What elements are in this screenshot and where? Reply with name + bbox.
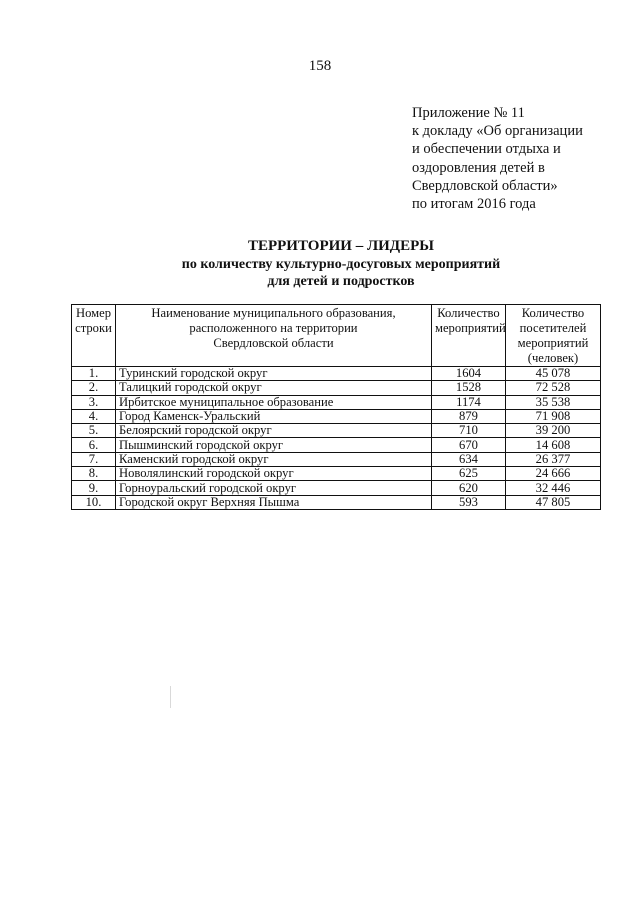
header-text: мероприятий (435, 321, 506, 335)
row-number: 2. (72, 381, 116, 395)
appendix-line: Приложение № 11 (412, 105, 525, 121)
leaders-table (71, 304, 601, 510)
municipality-name: Пышминский городской округ (116, 438, 432, 452)
row-number: 5. (72, 424, 116, 438)
events-count: 1174 (432, 395, 506, 409)
events-count: 1528 (432, 381, 506, 395)
page-number: 158 (308, 58, 332, 74)
document-subtitle: по количеству культурно-досуговых мероприятий (181, 257, 501, 272)
table-row (72, 381, 601, 395)
municipality-name: Талицкий городской округ (116, 381, 432, 395)
row-number: 7. (72, 452, 116, 466)
municipality-name: Городской округ Верхняя Пышма (116, 495, 432, 509)
row-number: 6. (72, 438, 116, 452)
table-row (72, 424, 601, 438)
table-row (72, 452, 601, 466)
row-number: 10. (72, 495, 116, 509)
events-count: 879 (432, 409, 506, 423)
visitors-count: 24 666 (506, 467, 601, 481)
header-row-number (72, 305, 116, 367)
visitors-count: 32 446 (506, 481, 601, 495)
events-count: 625 (432, 467, 506, 481)
events-count: 1604 (432, 367, 506, 381)
row-number: 9. (72, 481, 116, 495)
table-row (72, 409, 601, 423)
events-count: 670 (432, 438, 506, 452)
header-events-count (432, 305, 506, 367)
appendix-note (412, 104, 612, 213)
header-text: (человек) (527, 351, 579, 365)
table-row (72, 438, 601, 452)
visitors-count: 47 805 (506, 495, 601, 509)
visitors-count: 26 377 (506, 452, 601, 466)
events-count: 634 (432, 452, 506, 466)
appendix-line: Свердловской области» (412, 177, 558, 194)
visitors-count: 39 200 (506, 424, 601, 438)
row-number: 8. (72, 467, 116, 481)
municipality-name: Горноуральский городской округ (116, 481, 432, 495)
table-row (72, 467, 601, 481)
municipality-name: Новолялинский городской округ (116, 467, 432, 481)
header-text: мероприятий (517, 336, 589, 350)
header-text: посетителей (519, 321, 587, 335)
appendix-line: по итогам 2016 года (412, 196, 536, 213)
header-text: расположенного на территории (189, 321, 358, 335)
events-count: 620 (432, 481, 506, 495)
table-row (72, 367, 601, 381)
table-row (72, 481, 601, 495)
municipality-name: Белоярский городской округ (116, 424, 432, 438)
header-visitors-count (506, 305, 601, 367)
table-row (72, 395, 601, 409)
events-count: 593 (432, 495, 506, 509)
header-text: Свердловской области (213, 336, 334, 350)
header-text: строки (75, 321, 112, 335)
visitors-count: 14 608 (506, 438, 601, 452)
header-text: Номер (75, 306, 111, 320)
row-number: 3. (72, 395, 116, 409)
document-subtitle-line2: для детей и подростков (267, 274, 415, 289)
municipality-name: Ирбитское муниципальное образование (116, 395, 432, 409)
events-count: 710 (432, 424, 506, 438)
appendix-line: оздоровления детей в (412, 159, 545, 176)
header-municipality (116, 305, 432, 367)
table-header-row (72, 305, 601, 367)
appendix-line: к докладу «Об организации (412, 123, 583, 140)
header-text: Количество (521, 306, 585, 320)
scan-artifact-line (170, 686, 171, 708)
visitors-count: 71 908 (506, 409, 601, 423)
row-number: 1. (72, 367, 116, 381)
municipality-name: Город Каменск-Уральский (116, 409, 432, 423)
header-text: Наименование муниципального образования, (151, 306, 396, 320)
municipality-name: Туринский городской округ (116, 367, 432, 381)
visitors-count: 45 078 (506, 367, 601, 381)
header-text: Количество (437, 306, 500, 320)
appendix-line: и обеспечении отдыха и (412, 141, 561, 158)
table-row (72, 495, 601, 509)
municipality-name: Каменский городской округ (116, 452, 432, 466)
document-title: ТЕРРИТОРИИ – ЛИДЕРЫ (247, 238, 435, 254)
visitors-count: 72 528 (506, 381, 601, 395)
visitors-count: 35 538 (506, 395, 601, 409)
row-number: 4. (72, 409, 116, 423)
